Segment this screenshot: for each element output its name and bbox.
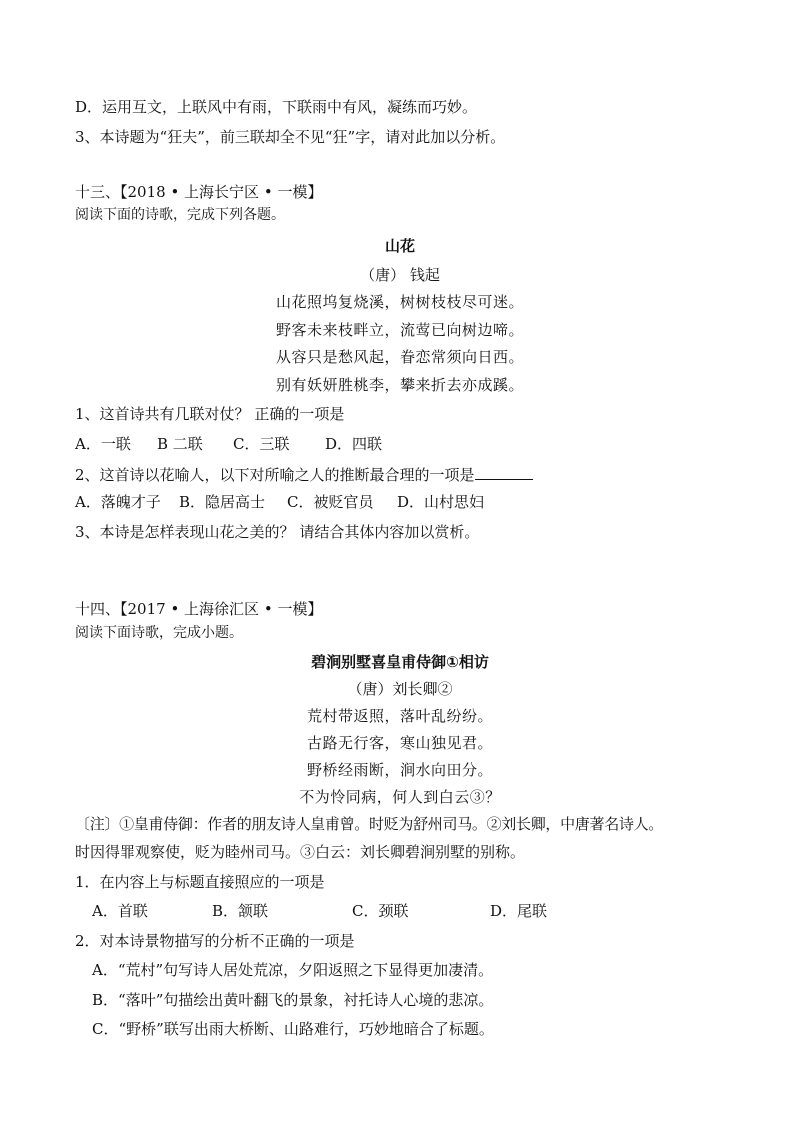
q13-q1-option-c: C．三联 (233, 435, 290, 453)
q14-q1-option-b: B．颔联 (212, 902, 269, 920)
q12-question-3: 3、本诗题为“狂夫”，前三联却全不见“狂”字，请对此加以分析。 (75, 128, 506, 146)
q14-poem-line-3: 野桥经雨断，涧水向田分。 (306, 761, 493, 779)
q14-poem-line-4: 不为怜同病，何人到白云③？ (299, 788, 501, 806)
q14-question-1-options (92, 901, 547, 921)
q13-heading: 十三、【2018 • 上海长宁区 • 一模】 (75, 183, 323, 201)
q13-q1-option-d: D．四联 (325, 435, 383, 453)
q14-q1-option-a: A．首联 (92, 902, 148, 920)
q14-question-2: 2．对本诗景物描写的分析不正确的一项是 (75, 932, 355, 950)
q14-heading: 十四、【2017 • 上海徐汇区 • 一模】 (75, 600, 323, 618)
q14-note-line-1: 〔注〕①皇甫侍御：作者的朋友诗人皇甫曾。时贬为舒州司马。②刘长卿，中唐著名诗人。 (75, 815, 664, 833)
q14-q2-option-c: C．“野桥”联写出雨大桥断、山路难行，巧妙地暗合了标题。 (92, 1020, 494, 1038)
q13-poem-line-3: 从容只是愁风起，眷恋常须向日西。 (275, 348, 524, 366)
q13-q2-option-d: D．山村思妇 (397, 493, 485, 511)
q13-question-1-options (75, 434, 382, 454)
q14-q1-option-d: D．尾联 (490, 902, 548, 920)
q13-q1-option-b: B 二联 (157, 435, 203, 453)
q13-question-3: 3、本诗是怎样表现山花之美的？ 请结合其体内容加以赏析。 (75, 523, 480, 541)
answer-blank (475, 463, 533, 480)
q14-q2-option-a: A．“荒村”句写诗人居处荒凉，夕阳返照之下显得更加凄清。 (92, 961, 494, 979)
q14-q1-option-c: C．颈联 (352, 902, 409, 920)
q13-poem-line-2: 野客未来枝畔立，流莺已向树边啼。 (275, 321, 524, 339)
q14-question-1: 1．在内容上与标题直接照应的一项是 (75, 873, 325, 891)
q13-poem-line-4: 别有妖妍胜桃李，攀来折去亦成蹊。 (275, 376, 524, 394)
q12-option-d: D．运用互文，上联风中有雨，下联雨中有风，凝练而巧妙。 (75, 98, 478, 116)
q13-q2-option-c: C．被贬官员 (287, 493, 374, 511)
q13-question-2-row (75, 463, 533, 485)
q13-poem-line-1: 山花照坞复烧溪，树树枝枝尽可迷。 (275, 293, 524, 311)
q13-question-2: 2、这首诗以花喻人，以下对所喻之人的推断最合理的一项是 (75, 466, 475, 484)
q13-instruction: 阅读下面的诗歌，完成下列各题。 (75, 207, 285, 223)
q14-poem-line-1: 荒村带返照，落叶乱纷纷。 (306, 707, 493, 725)
q14-poem-title: 碧涧别墅喜皇甫侍御①相访 (311, 653, 489, 671)
q14-instruction: 阅读下面诗歌，完成小题。 (75, 625, 243, 641)
q13-poem-author: （唐） 钱起 (360, 266, 440, 284)
q13-q2-option-b: B．隐居高士 (179, 493, 266, 511)
q13-poem-title: 山花 (384, 237, 415, 255)
q14-q2-option-b: B．“落叶”句描绘出黄叶翻飞的景象，衬托诗人心境的悲凉。 (92, 991, 494, 1009)
q13-q1-option-a: A．一联 (75, 435, 131, 453)
q14-poem-line-2: 古路无行客，寒山独见君。 (306, 734, 493, 752)
q14-poem-author: （唐）刘长卿② (347, 680, 453, 698)
q14-note-line-2: 时因得罪观察使，贬为睦州司马。③白云：刘长卿碧涧别墅的别称。 (75, 843, 526, 861)
q13-question-1: 1、这首诗共有几联对仗？ 正确的一项是 (75, 405, 345, 423)
q13-q2-option-a: A．落魄才子 (75, 493, 161, 511)
q13-question-2-options (75, 492, 484, 512)
